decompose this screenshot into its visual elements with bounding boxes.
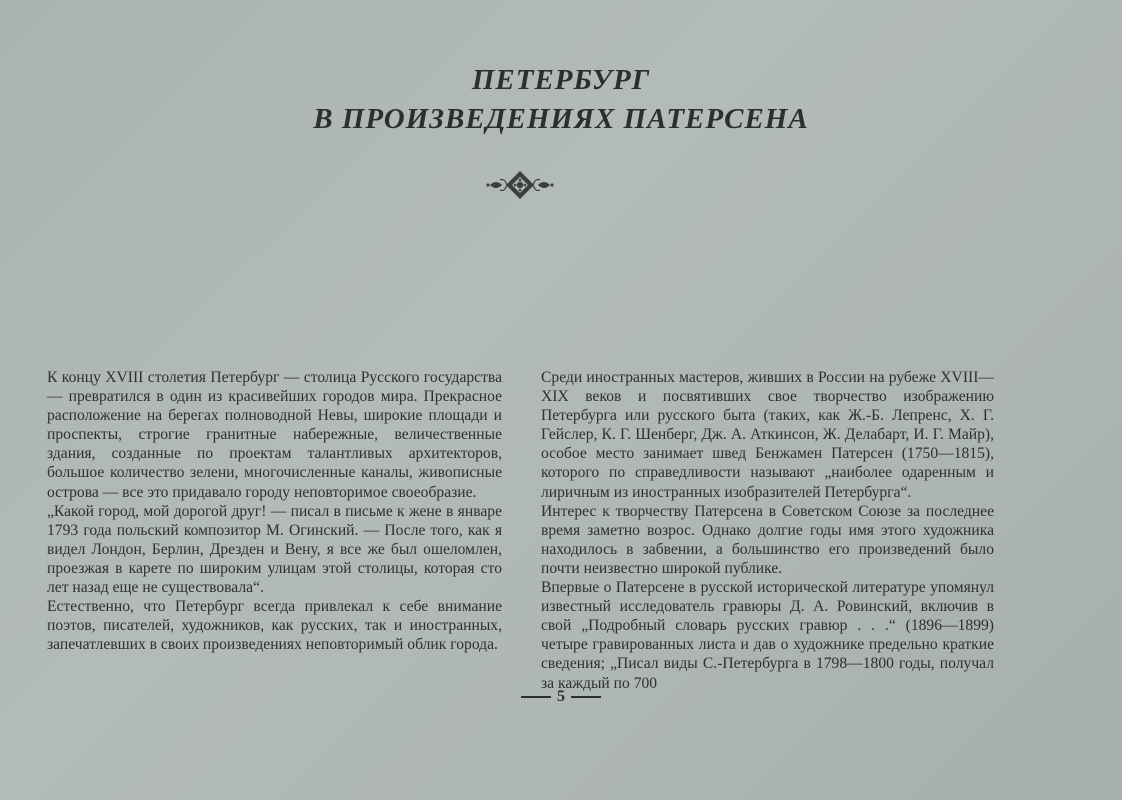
- paragraph: Среди иностранных мастеров, живших в России на рубеже XVIII—XIX веков и посвятивших свое творчество изображению Петербурга или русского быта (таких, как Ж.-Б. Лепренс, Х. Г. Гейслер, К. Г. Шенберг, Дж. А. Аткинсон, Ж. Делабарт, И. Г. Майр), особое место занимает швед Бенжамен Патерсен (1750—1815), которого по справедливости называют „наиболее одаренным и лиричным из иностранных изобразителей Петербурга“.: [541, 369, 994, 501]
- paragraph: Впервые о Патерсене в русской исторической литературе упомянул известный исследователь гравюры Д. А. Ровинский, включив в свой „Подробный словарь русских гравюр . . .“ (1896—1899) четыре гравированных листа и дав о художнике предельно краткие сведения; „Писал виды С.-Петербурга в 1798—1800 годы, получал за каждый по 700: [541, 579, 994, 692]
- page-title-line-1: ПЕТЕРБУРГ: [471, 64, 651, 96]
- paragraph: „Какой город, мой дорогой друг! — писал в письме к жене в январе 1793 года польский композитор М. Огинский. — После того, как я видел Лондон, Берлин, Дрезден и Вену, я все же был ошеломлен, проезжая в карете по широким улицам этой столицы, которая сто лет назад еще не существовала“.: [47, 502, 502, 597]
- dash-left: [521, 696, 551, 698]
- paragraph: К концу XVIII столетия Петербург — столица Русского государства — превратился в один из красивейших городов мира. Прекрасное расположение на берегах полноводной Невы, широкие площади и проспекты, строгие гранитные набережные, величественные здания, созданные по проектам талантливых архитекторов, большое количество зелени, многочисленные каналы, живописные острова — все это придавало городу неповторимое своеобразие.: [47, 369, 502, 501]
- diamond-flourish-icon: [480, 168, 560, 202]
- page-number: [0, 688, 1122, 706]
- right-text-column: [541, 368, 994, 693]
- page-number-value: 5: [557, 688, 565, 705]
- paragraph: Естественно, что Петербург всегда привлекал к себе внимание поэтов, писателей, художников, как русских, так и иностранных, запечатлевших в своих произведениях неповторимый облик города.: [47, 598, 502, 654]
- dash-right: [571, 696, 601, 698]
- paragraph: Интерес к творчеству Патерсена в Советском Союзе за последнее время заметно возрос. Однако долгие годы имя этого художника находилось в забвении, а большинство его произведений было почти неизвестно широкой публике.: [541, 502, 994, 577]
- page-title-line-2: В ПРОИЗВЕДЕНИЯХ ПАТЕРСЕНА: [313, 103, 809, 135]
- left-text-column: [47, 368, 502, 654]
